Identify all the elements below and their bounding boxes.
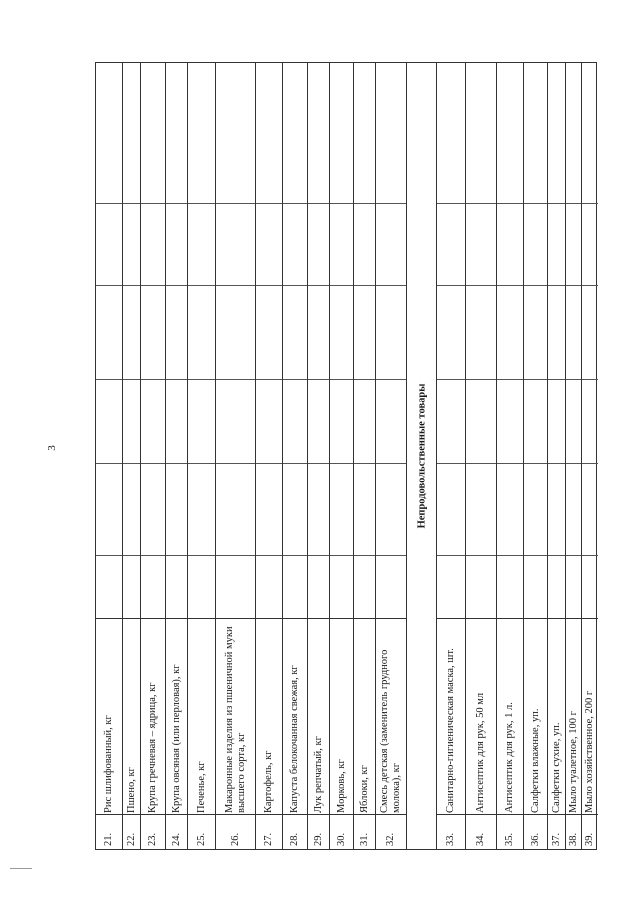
item-number-cell xyxy=(330,813,353,849)
cell-divider xyxy=(330,285,353,286)
cell-divider xyxy=(466,379,496,380)
cell-divider xyxy=(354,285,375,286)
item-name: Лук репчатый, кг xyxy=(312,735,324,813)
item-name-cell xyxy=(566,618,581,815)
item-name: Мыло туалетное, 100 г xyxy=(567,710,579,813)
item-number-cell xyxy=(256,813,282,849)
cell-divider xyxy=(354,379,375,380)
cell-divider xyxy=(437,379,465,380)
item-name-cell xyxy=(216,618,255,815)
cell-divider xyxy=(123,463,140,464)
cell-divider xyxy=(566,379,581,380)
cell-divider xyxy=(188,379,215,380)
item-number-cell xyxy=(308,813,329,849)
item-name: Салфетки сухие, уп. xyxy=(550,722,562,813)
item-number-cell xyxy=(283,813,307,849)
table-row xyxy=(283,63,308,849)
item-name: Мыло хозяйственное, 200 г xyxy=(584,690,595,813)
cell-divider xyxy=(283,379,307,380)
table-row xyxy=(166,63,188,849)
cell-divider xyxy=(283,203,307,204)
item-name-cell xyxy=(437,618,465,815)
item-number-cell xyxy=(188,813,215,849)
cell-divider xyxy=(524,555,547,556)
cell-divider xyxy=(548,555,565,556)
item-number: 33. xyxy=(445,832,456,846)
cell-divider xyxy=(141,379,165,380)
table-row xyxy=(141,63,166,849)
cell-divider xyxy=(216,203,255,204)
cell-divider xyxy=(330,379,353,380)
item-number-cell xyxy=(96,813,122,849)
cell-divider xyxy=(216,555,255,556)
cell-divider xyxy=(256,203,282,204)
price-table xyxy=(95,62,597,850)
table-row xyxy=(466,63,497,849)
cell-divider xyxy=(376,203,406,204)
item-number: 36. xyxy=(529,832,541,846)
item-number: 29. xyxy=(312,832,324,846)
table-row xyxy=(524,63,548,849)
cell-divider xyxy=(330,463,353,464)
cell-divider xyxy=(308,379,329,380)
table-row xyxy=(256,63,283,849)
cell-divider xyxy=(497,203,523,204)
cell-divider xyxy=(96,203,122,204)
cell-divider xyxy=(497,285,523,286)
item-number: 34. xyxy=(475,832,486,846)
item-name: Морковь, кг xyxy=(335,758,347,813)
item-number: 23. xyxy=(147,832,158,846)
item-name-cell xyxy=(166,618,187,815)
cell-divider xyxy=(256,463,282,464)
cell-divider xyxy=(216,285,255,286)
item-name: Картофель, кг xyxy=(263,750,274,813)
item-number-cell xyxy=(524,813,547,849)
item-name-cell xyxy=(256,618,282,815)
item-number: 25. xyxy=(195,832,207,846)
item-number: 24. xyxy=(170,832,182,846)
cell-divider xyxy=(524,203,547,204)
item-number: 30. xyxy=(335,832,347,846)
item-name: Макаронные изделия из пшеничной муки высшего сорта, кг xyxy=(223,625,247,813)
item-name-cell xyxy=(354,618,375,815)
cell-divider xyxy=(376,555,406,556)
item-name-cell xyxy=(283,618,307,815)
item-number: 28. xyxy=(289,832,300,846)
item-name: Санитарно-гигиеническая маска, шт. xyxy=(445,647,456,813)
table-row xyxy=(582,63,598,849)
item-number-cell xyxy=(566,813,581,849)
item-name: Салфетки влажные, уп. xyxy=(529,708,541,813)
item-number-cell xyxy=(123,813,140,849)
cell-divider xyxy=(123,555,140,556)
cell-divider xyxy=(188,285,215,286)
item-name: Рис шлифованный, кг xyxy=(103,714,114,813)
cell-divider xyxy=(96,379,122,380)
cell-divider xyxy=(566,463,581,464)
item-number: 32. xyxy=(385,832,396,846)
item-name-cell xyxy=(524,618,547,815)
item-name-cell xyxy=(497,618,523,815)
item-number: 31. xyxy=(358,832,370,846)
cell-divider xyxy=(166,285,187,286)
cell-divider xyxy=(354,203,375,204)
table-row xyxy=(437,63,466,849)
item-number-cell xyxy=(548,813,565,849)
cell-divider xyxy=(437,555,465,556)
cell-divider xyxy=(548,285,565,286)
cell-divider xyxy=(141,203,165,204)
cell-divider xyxy=(497,379,523,380)
item-number-cell xyxy=(141,813,165,849)
cell-divider xyxy=(548,379,565,380)
cell-divider xyxy=(466,285,496,286)
item-name-cell xyxy=(376,618,406,815)
cell-divider xyxy=(582,285,598,286)
cell-divider xyxy=(376,463,406,464)
cell-divider xyxy=(283,555,307,556)
section-header-row xyxy=(407,63,437,849)
item-number: 39. xyxy=(584,832,595,846)
table-row xyxy=(497,63,524,849)
table-row xyxy=(308,63,330,849)
cell-divider xyxy=(354,555,375,556)
cell-divider xyxy=(141,285,165,286)
item-name: Яблоки, кг xyxy=(358,764,370,813)
table-row xyxy=(123,63,141,849)
cell-divider xyxy=(582,203,598,204)
item-number: 37. xyxy=(550,832,562,846)
cell-divider xyxy=(497,555,523,556)
item-name-cell xyxy=(582,618,598,815)
page-number: 3 xyxy=(46,445,58,451)
cell-divider xyxy=(123,203,140,204)
section-title: Непродовольственные товары xyxy=(416,383,427,529)
item-name: Пшено, кг xyxy=(125,766,137,813)
table-row xyxy=(330,63,354,849)
cell-divider xyxy=(123,285,140,286)
cell-divider xyxy=(256,555,282,556)
cell-divider xyxy=(566,203,581,204)
item-number: 21. xyxy=(103,832,114,846)
cell-divider xyxy=(330,203,353,204)
item-number-cell xyxy=(437,813,465,849)
cell-divider xyxy=(308,555,329,556)
cell-divider xyxy=(308,463,329,464)
cell-divider xyxy=(466,463,496,464)
item-name-cell xyxy=(96,618,122,815)
item-name-cell xyxy=(123,618,140,815)
cell-divider xyxy=(166,463,187,464)
cell-divider xyxy=(376,379,406,380)
cell-divider xyxy=(548,463,565,464)
cell-divider xyxy=(96,285,122,286)
item-name: Капуста белокочанная свежая, кг xyxy=(289,664,300,813)
cell-divider xyxy=(188,463,215,464)
cell-divider xyxy=(497,463,523,464)
item-number-cell xyxy=(166,813,187,849)
item-name-cell xyxy=(548,618,565,815)
item-number: 35. xyxy=(504,832,515,846)
cell-divider xyxy=(524,463,547,464)
cell-divider xyxy=(376,285,406,286)
cell-divider xyxy=(283,285,307,286)
cell-divider xyxy=(437,285,465,286)
cell-divider xyxy=(141,463,165,464)
item-name-cell xyxy=(466,618,496,815)
cell-divider xyxy=(256,285,282,286)
item-number: 26. xyxy=(229,832,241,846)
cell-divider xyxy=(582,463,598,464)
cell-divider xyxy=(330,555,353,556)
cell-divider xyxy=(123,379,140,380)
cell-divider xyxy=(566,285,581,286)
margin-mark xyxy=(10,868,32,869)
cell-divider xyxy=(166,555,187,556)
item-number-cell xyxy=(497,813,523,849)
cell-divider xyxy=(566,555,581,556)
cell-divider xyxy=(256,379,282,380)
item-name-cell xyxy=(308,618,329,815)
cell-divider xyxy=(466,555,496,556)
item-name: Антисептик для рук, 1 л. xyxy=(504,701,515,813)
cell-divider xyxy=(548,203,565,204)
cell-divider xyxy=(437,203,465,204)
cell-divider xyxy=(188,203,215,204)
cell-divider xyxy=(188,555,215,556)
item-name-cell xyxy=(141,618,165,815)
item-number: 27. xyxy=(263,832,274,846)
item-name: Антисептик для рук, 50 мл xyxy=(475,692,486,813)
cell-divider xyxy=(524,285,547,286)
item-number-cell xyxy=(466,813,496,849)
cell-divider xyxy=(308,285,329,286)
table-row xyxy=(548,63,566,849)
table-row xyxy=(354,63,376,849)
item-number: 38. xyxy=(567,832,579,846)
item-number-cell xyxy=(582,813,598,849)
cell-divider xyxy=(166,203,187,204)
cell-divider xyxy=(466,203,496,204)
cell-divider xyxy=(166,379,187,380)
cell-divider xyxy=(96,463,122,464)
item-name: Печенье, кг xyxy=(195,760,207,813)
table-row xyxy=(216,63,256,849)
table-row xyxy=(376,63,407,849)
cell-divider xyxy=(582,379,598,380)
cell-divider xyxy=(96,555,122,556)
item-number-cell xyxy=(376,813,406,849)
item-number-cell xyxy=(216,813,255,849)
cell-divider xyxy=(582,555,598,556)
table-row xyxy=(96,63,123,849)
item-name: Смесь детская (заменитель грудного молока), кг xyxy=(379,649,402,813)
cell-divider xyxy=(141,555,165,556)
item-name-cell xyxy=(188,618,215,815)
cell-divider xyxy=(308,203,329,204)
item-name-cell xyxy=(330,618,353,815)
item-name: Крупа овсяная (или перловая), кг xyxy=(170,663,182,813)
cell-divider xyxy=(354,463,375,464)
table-row xyxy=(566,63,582,849)
item-number-cell xyxy=(354,813,375,849)
cell-divider xyxy=(283,463,307,464)
cell-divider xyxy=(216,379,255,380)
cell-divider xyxy=(437,463,465,464)
item-number: 22. xyxy=(125,832,137,846)
table-row xyxy=(188,63,216,849)
cell-divider xyxy=(216,463,255,464)
cell-divider xyxy=(524,379,547,380)
item-name: Крупа гречневая – ядрица, кг xyxy=(147,681,158,813)
